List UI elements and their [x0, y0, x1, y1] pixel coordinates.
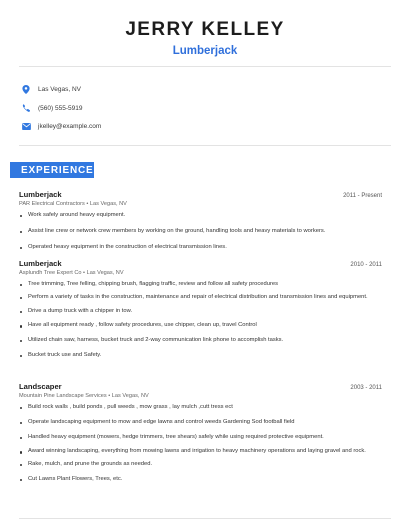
job-entry	[19, 190, 382, 251]
map-pin-icon	[21, 85, 31, 95]
job-employer: Asplundh Tree Expert Co • Las Vegas, NV	[19, 270, 124, 276]
candidate-name: JERRY KELLEY	[125, 19, 285, 40]
resume-header	[0, 0, 410, 58]
job-company: PAR Electrical Contractors	[19, 201, 85, 207]
job-bullet: Bucket truck use and Safety.	[19, 352, 382, 360]
job-bullet: Perform a variety of tasks in the construction, maintenance and repair of electrical distribution and transmission lines and equipment.	[19, 294, 382, 302]
job-entry	[19, 382, 382, 484]
contact-divider	[19, 145, 391, 146]
job-location: Las Vegas, NV	[86, 270, 124, 276]
job-company: Mountain Pine Landscape Services	[19, 393, 107, 399]
location-text: Las Vegas, NV	[38, 86, 81, 93]
footer-divider	[19, 518, 391, 519]
job-bullets	[19, 404, 382, 484]
job-title-heading: Lumberjack	[172, 45, 238, 57]
job-bullet: Cut Lawns Plant Flowers, Trees, etc.	[19, 476, 382, 484]
email-text[interactable]: jkelley@example.com	[38, 123, 102, 130]
job-title: Landscaper	[19, 382, 62, 391]
job-title: Lumberjack	[19, 190, 62, 199]
job-bullet: Tree trimming, Tree felling, chipping brush, flagging traffic, review and follow all safety procedures	[19, 281, 382, 289]
job-bullet: Build rock walls , build ponds , pull weeds , mow grass , lay mulch ,cutt tress ect	[19, 404, 382, 412]
job-employer: PAR Electrical Contractors • Las Vegas, NV	[19, 201, 127, 207]
job-bullet: Award winning landscaping, everything from mowing lawns and irrigation to heavy machinery operations and laying gravel and rock.	[19, 448, 382, 456]
contact-location	[21, 85, 101, 94]
job-bullet: Utilized chain saw, harness, bucket truck and 2-way communication link phone to accomplish tasks.	[19, 337, 382, 345]
job-bullet: Drive a dump truck with a chipper in tow.	[19, 308, 382, 316]
contact-phone	[21, 104, 101, 113]
header-divider	[19, 66, 391, 67]
experience-section-heading: EXPERIENCE	[10, 162, 94, 178]
job-bullet: Operate landscaping equipment to mow and edge lawns and control weeds Gardening Sod football field	[19, 419, 382, 427]
job-company: Asplundh Tree Expert Co	[19, 270, 82, 276]
job-bullets	[19, 281, 382, 360]
job-dates: 2003 - 2011	[350, 385, 382, 391]
contact-email	[21, 122, 101, 131]
job-bullet: Operated heavy equipment in the construction of electrical transmission lines.	[19, 244, 382, 252]
job-dates: 2010 - 2011	[350, 262, 382, 268]
job-entry	[19, 259, 382, 360]
job-location: Las Vegas, NV	[89, 201, 127, 207]
job-bullet: Have all equipment ready , follow safety procedures, use chipper, clean up, travel Control	[19, 322, 382, 330]
contact-block	[21, 85, 101, 131]
envelope-icon	[21, 122, 31, 132]
job-employer: Mountain Pine Landscape Services • Las Vegas, NV	[19, 393, 149, 399]
job-dates: 2011 - Present	[343, 193, 382, 199]
phone-text[interactable]: (560) 555-5919	[38, 104, 83, 112]
job-title: Lumberjack	[19, 259, 62, 268]
job-bullet: Rake, mulch, and prune the grounds as needed.	[19, 461, 382, 469]
job-bullet: Handled heavy equipment (mowers, hedge trimmers, tree shears) safely while using required protective equipment.	[19, 434, 382, 442]
job-bullets	[19, 212, 382, 251]
job-bullet: Assist line crew or network crew members by working on the ground, handling tools and heavy materials to workers.	[19, 228, 382, 236]
job-location: Las Vegas, NV	[111, 393, 149, 399]
phone-icon	[21, 103, 31, 113]
job-bullet: Work safely around heavy equipment.	[19, 212, 382, 220]
